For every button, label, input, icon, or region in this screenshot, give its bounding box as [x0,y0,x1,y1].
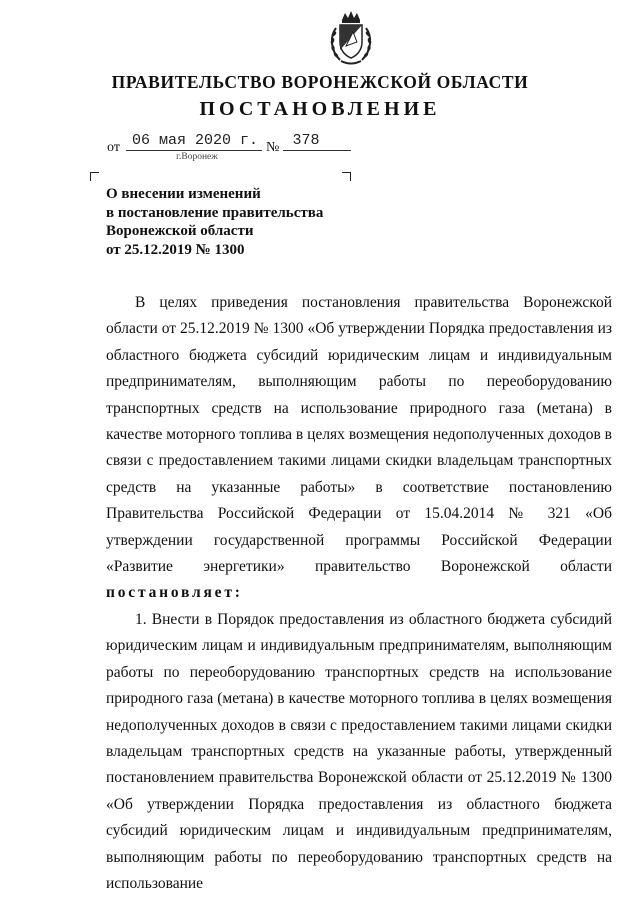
subject-line: Воронежской области [106,223,254,239]
number-label: № [266,140,280,155]
number-value: 378 [292,132,320,149]
date-underline [126,150,262,151]
date-value: 06 мая 2020 г. [131,132,259,149]
preamble-paragraph: В целях приведения постановления правительства Воронежской области от 25.12.2019 № 1300 «Об утверждении Порядка предоставления из областного бюджета субсидий юридическим лицам и индивидуальным предпринимателям, выполняющим работы по переоборудованию транспортных средств на использование природного газа (метана) в качестве моторного топлива в целях возмещения недополученных доходов в связи с предоставлением такими лицами скидки владельцам транспортных средств на указанные работы» в соответствие постановлению Правительства Российской Федерации от 15.04.2014 № 321 «Об утверждении государственной программы Российской Федерации «Развитие энергетики» правительство Воронежской области [106,294,612,576]
city-label: г.Воронеж [176,152,218,162]
subject-line: в постановление правительства [106,204,324,221]
document-body [106,290,612,897]
decree-paragraph [106,580,612,606]
item-1-paragraph: 1. Внести в Порядок предоставления из областного бюджета субсидий юридическим лицам и индивидуальным предпринимателям, выполняющим работы по переоборудованию транспортных средств на использование природного газа (метана) в качестве моторного топлива в целях возмещения недополученных доходов в связи с предоставлением такими лицами скидки владельцам транспортных средств на указанные работы, утвержденный постановлением правительства Воронежской области от 25.12.2019 № 1300 «Об утверждении Порядка предоставления из областного бюджета субсидий юридическим лицам и индивидуальным предпринимателям, выполняющим работы по переоборудованию транспортных средств на использование [106,610,612,892]
subject-corner-left [90,172,99,181]
date-label: от [107,140,120,155]
organization-title: ПРАВИТЕЛЬСТВО ВОРОНЕЖСКОЙ ОБЛАСТИ [111,72,529,92]
document-subject [106,185,386,259]
subject-corner-right [342,172,351,181]
coat-of-arms-icon [326,10,376,68]
decree-word: постановляет: [106,584,243,602]
document-type: ПОСТАНОВЛЕНИЕ [199,98,441,120]
subject-line: от 25.12.2019 № 1300 [106,241,245,258]
subject-line: О внесении изменений [106,186,261,202]
number-underline [283,150,351,151]
